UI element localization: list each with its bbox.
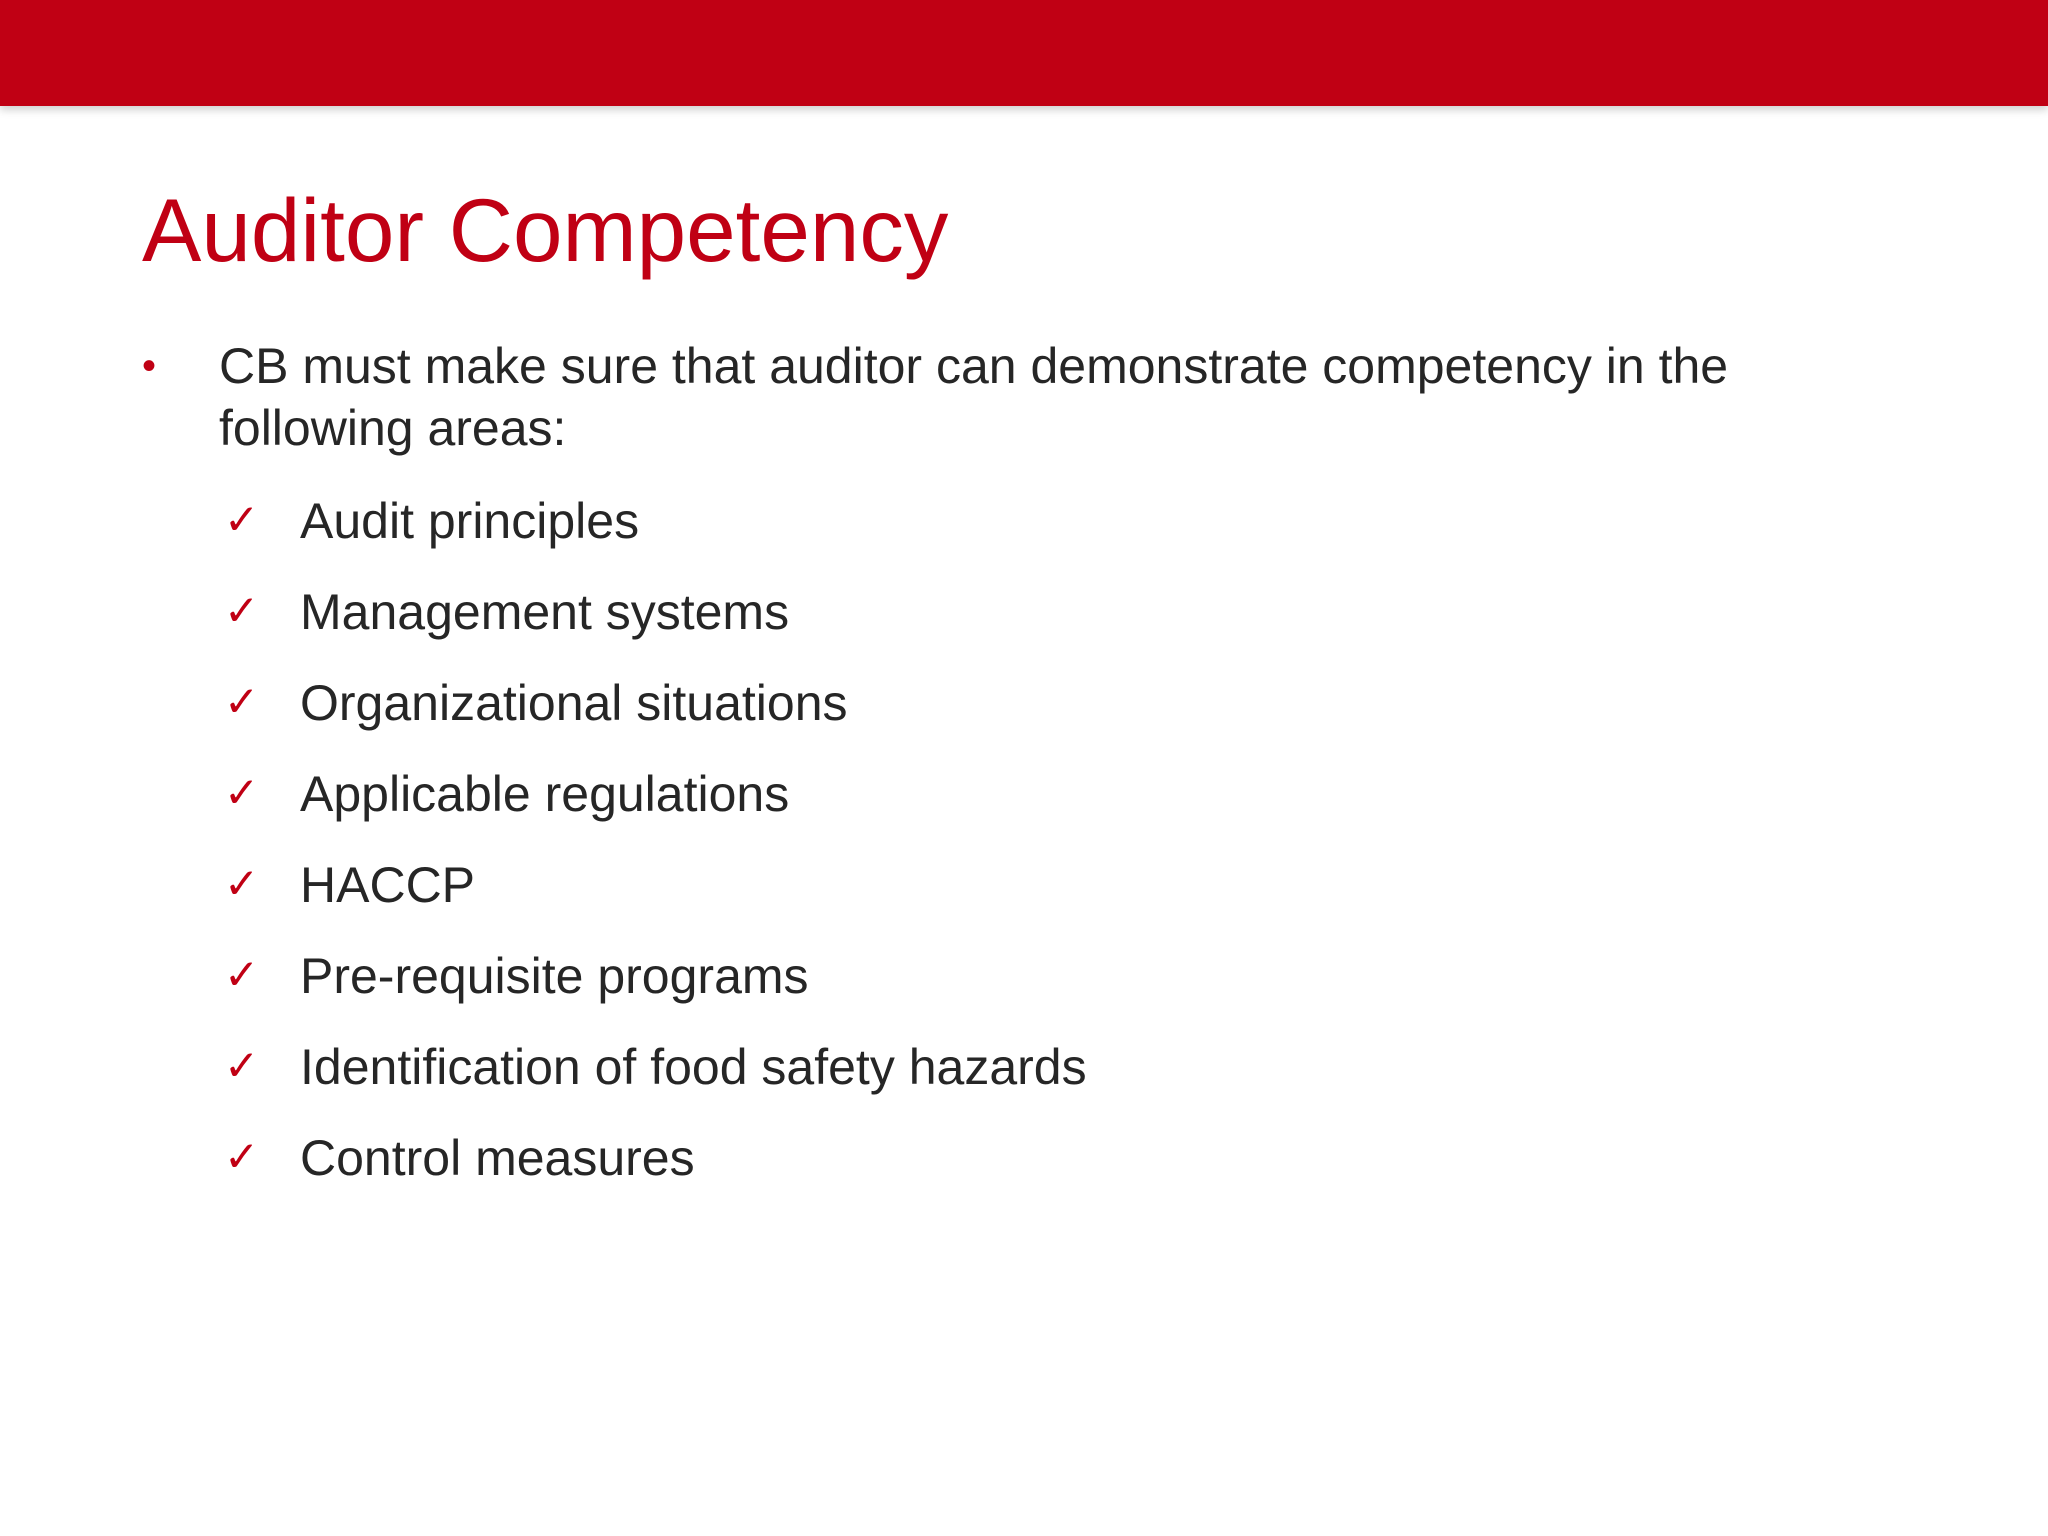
bullet-text: CB must make sure that auditor can demonstrate competency in the following areas:: [219, 338, 1729, 456]
list-item-label: Audit principles: [300, 493, 640, 549]
list-item-label: Management systems: [300, 584, 790, 640]
list-item: [224, 581, 1087, 672]
list-item: [224, 1036, 1087, 1127]
slide-title: Auditor Competency: [142, 180, 949, 280]
checkmark-icon: ✓: [224, 495, 260, 544]
list-item-label: Control measures: [300, 1130, 695, 1186]
list-item: [224, 672, 1087, 763]
bullet-row: [142, 335, 1962, 459]
checkmark-icon: ✓: [224, 1132, 260, 1181]
list-item: [224, 854, 1087, 945]
checkmark-icon: ✓: [224, 859, 260, 908]
list-item: [224, 490, 1087, 581]
checkmark-icon: ✓: [224, 1041, 260, 1090]
list-item: [224, 763, 1087, 854]
list-item-label: Identification of food safety hazards: [300, 1039, 1087, 1095]
list-item-label: HACCP: [300, 857, 476, 913]
checkmark-icon: ✓: [224, 586, 260, 635]
checkmark-icon: ✓: [224, 677, 260, 726]
list-item-label: Pre-requisite programs: [300, 948, 809, 1004]
checkmark-icon: ✓: [224, 768, 260, 817]
competency-list: [224, 490, 1087, 1218]
list-item-label: Organizational situations: [300, 675, 848, 731]
bullet-dot-icon: •: [142, 344, 157, 388]
list-item: [224, 1127, 1087, 1218]
header-bar: [0, 0, 2048, 106]
list-item-label: Applicable regulations: [300, 766, 790, 822]
checkmark-icon: ✓: [224, 950, 260, 999]
main-bullet: [142, 335, 1962, 459]
list-item: [224, 945, 1087, 1036]
